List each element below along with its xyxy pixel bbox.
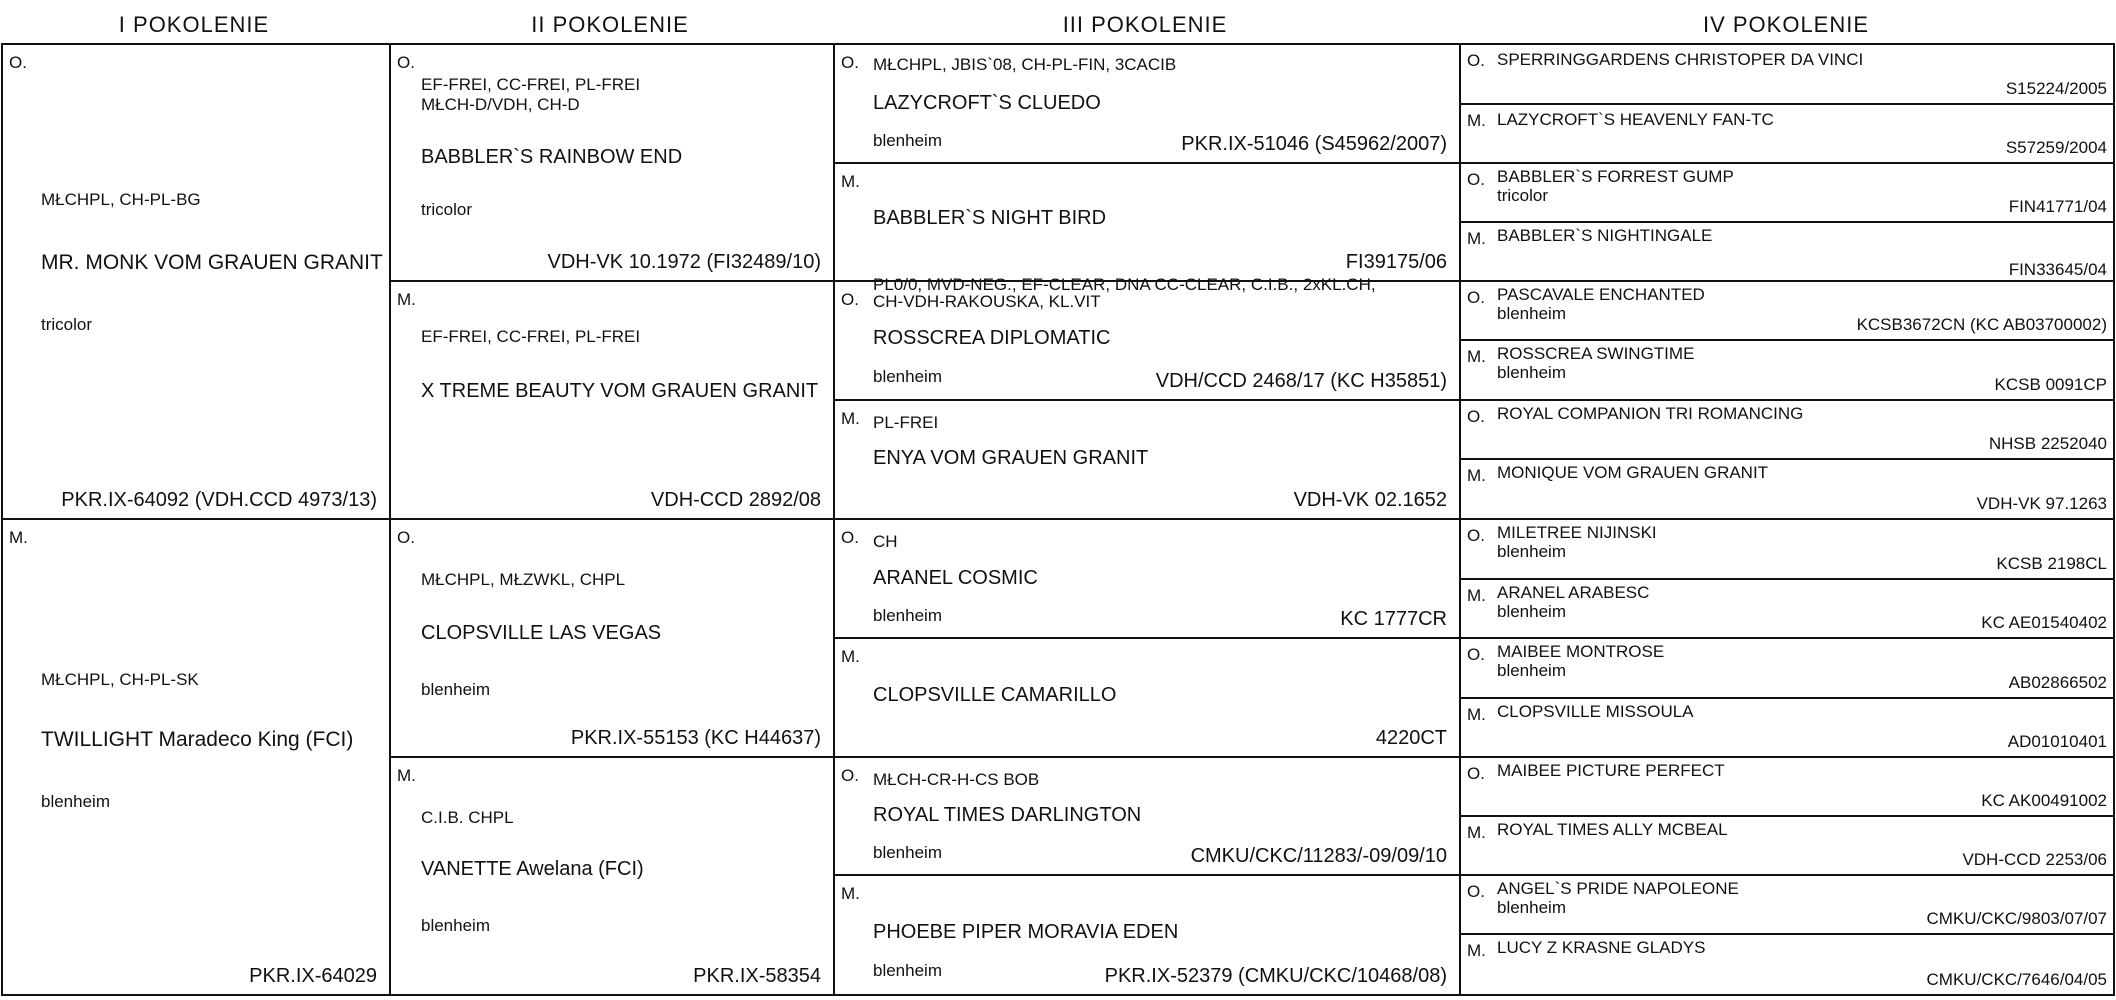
dog-name: MR. MONK VOM GRAUEN GRANIT xyxy=(41,251,383,274)
gen4-cell xyxy=(1461,460,2115,520)
sex-label: M. xyxy=(1467,705,1486,724)
gen3-cell xyxy=(835,876,1461,994)
dog-name: CLOPSVILLE CAMARILLO xyxy=(873,684,1117,706)
sex-label: O. xyxy=(1467,764,1485,783)
sex-label: M. xyxy=(1467,586,1486,605)
registration-number: PKR.IX-51046 (S45962/2007) xyxy=(1181,133,1447,155)
dog-name: ROYAL TIMES ALLY MCBEAL xyxy=(1497,820,1728,839)
registration-number: FI39175/06 xyxy=(1345,251,1447,273)
coat-color: tricolor xyxy=(1497,186,1549,205)
coat-color: blenheim xyxy=(873,961,942,980)
gen4-cell xyxy=(1461,401,2115,460)
sex-label: O. xyxy=(841,290,859,309)
coat-color: blenheim xyxy=(873,606,942,625)
dog-name: PASCAVALE ENCHANTED xyxy=(1497,285,1705,304)
gen4-cell xyxy=(1461,164,2115,223)
registration-number: VDH-CCD 2892/08 xyxy=(650,489,821,511)
dog-name: ROYAL TIMES DARLINGTON xyxy=(873,804,1142,826)
sex-label: O. xyxy=(1467,526,1485,545)
dog-name: MONIQUE VOM GRAUEN GRANIT xyxy=(1497,463,1769,482)
titles: EF-FREI, CC-FREI, PL-FREI xyxy=(421,75,641,94)
registration-number: PKR.IX-64029 xyxy=(249,965,377,987)
dog-name: ENYA VOM GRAUEN GRANIT xyxy=(873,447,1149,469)
titles: C.I.B. CHPL xyxy=(421,808,514,827)
registration-number: VDH-CCD 2253/06 xyxy=(1962,850,2107,869)
registration-number: VDH/CCD 2468/17 (KC H35851) xyxy=(1155,370,1447,392)
sex-label: M. xyxy=(1467,111,1486,130)
sex-label: O. xyxy=(397,528,415,547)
dog-name: MAIBEE MONTROSE xyxy=(1497,642,1665,661)
sex-label: M. xyxy=(1467,347,1486,366)
gen1-sire-cell xyxy=(3,45,391,520)
pedigree-grid xyxy=(1,43,2115,996)
dog-name: ROSSCREA SWINGTIME xyxy=(1497,344,1695,363)
gen4-cell xyxy=(1461,45,2115,105)
dog-name: BABBLER`S NIGHTINGALE xyxy=(1497,226,1713,245)
sex-label: O. xyxy=(1467,288,1485,307)
dog-name: CLOPSVILLE LAS VEGAS xyxy=(421,622,662,644)
dog-name: ROSSCREA DIPLOMATIC xyxy=(873,327,1111,349)
coat-color: blenheim xyxy=(873,843,942,862)
sex-label: M. xyxy=(841,172,860,191)
dog-name: MAIBEE PICTURE PERFECT xyxy=(1497,761,1725,780)
coat-color: blenheim xyxy=(421,916,490,935)
coat-color: blenheim xyxy=(873,131,942,150)
registration-number: S15224/2005 xyxy=(2005,79,2107,98)
sex-label: M. xyxy=(9,528,28,547)
sex-label: O. xyxy=(397,53,415,72)
sex-label: M. xyxy=(1467,823,1486,842)
sex-label: O. xyxy=(841,766,859,785)
registration-number: CMKU/CKC/7646/04/05 xyxy=(1926,970,2107,989)
coat-color: blenheim xyxy=(1497,661,1566,680)
dog-name: ARANEL ARABESC xyxy=(1497,583,1650,602)
gen4-cell xyxy=(1461,282,2115,341)
titles-line-2: MŁCH-D/VDH, CH-D xyxy=(421,95,580,114)
gen3-cell xyxy=(835,275,1461,401)
coat-color: blenheim xyxy=(421,680,490,699)
gen2-cell xyxy=(391,45,835,282)
gen4-cell xyxy=(1461,639,2115,699)
registration-number: KC AE01540402 xyxy=(1981,613,2107,632)
sex-label: O. xyxy=(1467,170,1485,189)
sex-label: O. xyxy=(841,528,859,547)
gen4-cell xyxy=(1461,935,2115,994)
dog-name: TWILLIGHT Maradeco King (FCI) xyxy=(41,728,354,751)
registration-number: VDH-VK 02.1652 xyxy=(1293,489,1447,511)
dog-name: VANETTE Awelana (FCI) xyxy=(421,858,644,880)
coat-color: blenheim xyxy=(1497,602,1566,621)
dog-name: ARANEL COSMIC xyxy=(873,567,1038,589)
titles: MŁCH-CR-H-CS BOB xyxy=(873,770,1040,789)
dog-name: LUCY Z KRASNE GLADYS xyxy=(1497,938,1706,957)
gen4-cell xyxy=(1461,758,2115,817)
registration-number: PKR.IX-64092 (VDH.CCD 4973/13) xyxy=(61,489,377,511)
sex-label: M. xyxy=(397,290,416,309)
dog-name: PHOEBE PIPER MORAVIA EDEN xyxy=(873,921,1179,943)
sex-label: O. xyxy=(841,53,859,72)
titles-line-2: CH-VDH-RAKOUSKA, KL.VIT xyxy=(873,292,1101,311)
header-gen-2: II POKOLENIE xyxy=(531,12,689,37)
header-gen-3: III POKOLENIE xyxy=(1062,12,1228,37)
gen4-cell xyxy=(1461,580,2115,639)
sex-label: M. xyxy=(841,409,860,428)
gen3-cell xyxy=(835,639,1461,758)
gen4-cell xyxy=(1461,876,2115,935)
titles: PL0/0, MVD-NEG., EF-CLEAR, DNA CC-CLEAR, C.I.B., 2xKL.CH, xyxy=(873,275,1376,294)
sex-label: M. xyxy=(1467,229,1486,248)
registration-number: NHSB 2252040 xyxy=(1988,434,2107,453)
titles: MŁCHPL, JBIS`08, CH-PL-FIN, 3CACIB xyxy=(873,55,1177,74)
dog-name: LAZYCROFT`S CLUEDO xyxy=(873,92,1101,114)
titles: MŁCHPL, MŁZWKL, CHPL xyxy=(421,570,626,589)
registration-number: PKR.IX-52379 (CMKU/CKC/10468/08) xyxy=(1104,965,1447,987)
sex-label: O. xyxy=(1467,51,1485,70)
registration-number: KC AK00491002 xyxy=(1981,791,2107,810)
gen2-cell xyxy=(391,520,835,758)
registration-number: AB02866502 xyxy=(2008,673,2107,692)
gen3-cell xyxy=(835,758,1461,876)
gen4-cell xyxy=(1461,105,2115,164)
registration-number: FIN33645/04 xyxy=(2008,260,2107,279)
registration-number: PKR.IX-58354 xyxy=(693,965,821,987)
registration-number: PKR.IX-55153 (KC H44637) xyxy=(570,727,821,749)
coat-color: blenheim xyxy=(1497,363,1566,382)
registration-number: 4220CT xyxy=(1375,727,1447,749)
gen4-cell xyxy=(1461,817,2115,876)
sex-label: O. xyxy=(9,53,27,72)
registration-number: S57259/2004 xyxy=(2005,138,2107,157)
dog-name: BABBLER`S RAINBOW END xyxy=(421,146,683,168)
gen4-cell xyxy=(1461,223,2115,282)
gen2-cell xyxy=(391,282,835,520)
registration-number: AD01010401 xyxy=(2007,732,2107,751)
gen4-cell xyxy=(1461,520,2115,580)
gen4-cell xyxy=(1461,699,2115,758)
coat-color: blenheim xyxy=(41,792,110,811)
header-gen-1: I POKOLENIE xyxy=(118,12,270,37)
coat-color: blenheim xyxy=(1497,542,1566,561)
registration-number: KCSB 2198CL xyxy=(1996,554,2107,573)
gen3-cell xyxy=(835,520,1461,639)
registration-number: CMKU/CKC/11283/-09/09/10 xyxy=(1190,845,1447,867)
registration-number: FIN41771/04 xyxy=(2008,197,2107,216)
dog-name: BABBLER`S FORREST GUMP xyxy=(1497,167,1734,186)
coat-color: blenheim xyxy=(873,367,942,386)
registration-number: KCSB 0091CP xyxy=(1994,375,2107,394)
sex-label: O. xyxy=(1467,882,1485,901)
registration-number: CMKU/CKC/9803/07/07 xyxy=(1926,909,2107,928)
gen4-cell xyxy=(1461,341,2115,401)
sex-label: M. xyxy=(841,647,860,666)
titles: MŁCHPL, CH-PL-SK xyxy=(41,670,199,689)
gen3-cell xyxy=(835,401,1461,520)
coat-color: tricolor xyxy=(421,200,473,219)
gen3-cell xyxy=(835,45,1461,164)
sex-label: M. xyxy=(841,884,860,903)
dog-name: ROYAL COMPANION TRI ROMANCING xyxy=(1497,404,1804,423)
dog-name: ANGEL`S PRIDE NAPOLEONE xyxy=(1497,879,1739,898)
registration-number: VDH-VK 97.1263 xyxy=(1976,494,2107,513)
coat-color: blenheim xyxy=(1497,304,1566,323)
titles: PL-FREI xyxy=(873,413,939,432)
sex-label: O. xyxy=(1467,407,1485,426)
header-gen-4: IV POKOLENIE xyxy=(1702,12,1870,37)
gen2-cell xyxy=(391,758,835,994)
sex-label: M. xyxy=(1467,466,1486,485)
titles: CH xyxy=(873,532,898,551)
gen1-dam-cell xyxy=(3,520,391,994)
registration-number: KC 1777CR xyxy=(1340,608,1447,630)
coat-color: tricolor xyxy=(41,315,93,334)
registration-number: KCSB3672CN (KC AB03700002) xyxy=(1856,315,2107,334)
dog-name: CLOPSVILLE MISSOULA xyxy=(1497,702,1694,721)
dog-name: X TREME BEAUTY VOM GRAUEN GRANIT xyxy=(421,380,819,402)
gen3-cell xyxy=(835,164,1461,282)
registration-number: VDH-VK 10.1972 (FI32489/10) xyxy=(547,251,821,273)
dog-name: SPERRINGGARDENS CHRISTOPER DA VINCI xyxy=(1497,50,1864,69)
sex-label: M. xyxy=(1467,941,1486,960)
sex-label: M. xyxy=(397,766,416,785)
coat-color: blenheim xyxy=(1497,898,1566,917)
dog-name: LAZYCROFT`S HEAVENLY FAN-TC xyxy=(1497,110,1774,129)
titles: MŁCHPL, CH-PL-BG xyxy=(41,190,201,209)
dog-name: BABBLER`S NIGHT BIRD xyxy=(873,207,1107,229)
sex-label: O. xyxy=(1467,645,1485,664)
dog-name: MILETREE NIJINSKI xyxy=(1497,523,1657,542)
titles: EF-FREI, CC-FREI, PL-FREI xyxy=(421,327,641,346)
